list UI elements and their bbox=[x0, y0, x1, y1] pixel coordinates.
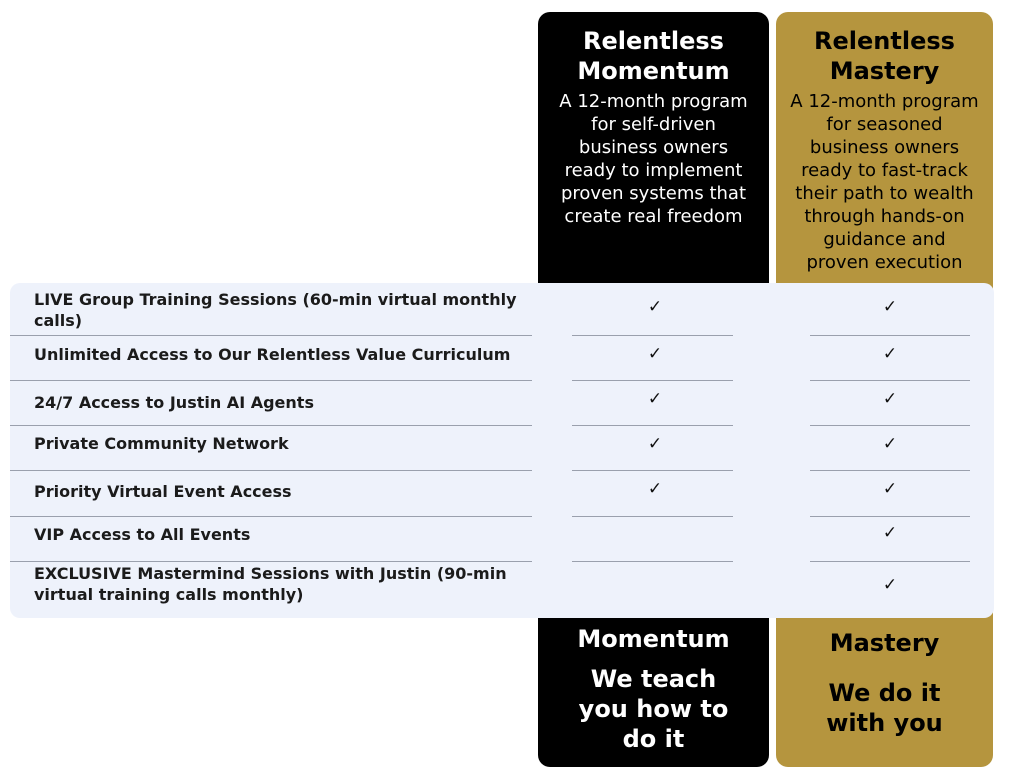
row-divider bbox=[572, 425, 733, 426]
plan-title: Relentless Mastery bbox=[814, 27, 955, 85]
plan-tagline: We do it with you bbox=[826, 679, 943, 737]
plan-footer-name: Momentum bbox=[577, 625, 730, 653]
row-divider bbox=[810, 470, 970, 471]
row-divider bbox=[810, 380, 970, 381]
row-divider bbox=[10, 561, 532, 562]
feature-label: Priority Virtual Event Access bbox=[34, 482, 292, 501]
feature-label: 24/7 Access to Justin AI Agents bbox=[34, 393, 314, 412]
checkmark-icon: ✓ bbox=[882, 344, 898, 364]
checkmark-icon: ✓ bbox=[647, 434, 663, 454]
row-divider bbox=[810, 425, 970, 426]
row-divider bbox=[810, 561, 970, 562]
checkmark-icon: ✓ bbox=[647, 344, 663, 364]
checkmark-icon: ✓ bbox=[647, 297, 663, 317]
checkmark-icon: ✓ bbox=[882, 575, 898, 595]
row-divider bbox=[10, 425, 532, 426]
row-divider bbox=[572, 380, 733, 381]
checkmark-icon: ✓ bbox=[882, 479, 898, 499]
plan-description: A 12-month program for self-driven business owners ready to implement proven systems that create real freedom bbox=[559, 91, 748, 227]
features-table bbox=[10, 283, 994, 618]
checkmark-icon: ✓ bbox=[882, 389, 898, 409]
row-divider bbox=[10, 516, 532, 517]
feature-label: LIVE Group Training Sessions (60-min virtual monthly calls) bbox=[34, 290, 517, 330]
row-divider bbox=[810, 516, 970, 517]
row-divider bbox=[10, 335, 532, 336]
feature-label: VIP Access to All Events bbox=[34, 525, 251, 544]
checkmark-icon: ✓ bbox=[882, 434, 898, 454]
feature-label: Private Community Network bbox=[34, 434, 289, 453]
row-divider bbox=[572, 516, 733, 517]
row-divider bbox=[572, 335, 733, 336]
feature-label: Unlimited Access to Our Relentless Value Curriculum bbox=[34, 345, 511, 364]
checkmark-icon: ✓ bbox=[882, 297, 898, 317]
checkmark-icon: ✓ bbox=[882, 523, 898, 543]
row-divider bbox=[10, 380, 532, 381]
plan-description: A 12-month program for seasoned business owners ready to fast-track their path to wealth through hands-on guidance and proven execution bbox=[790, 91, 979, 273]
checkmark-icon: ✓ bbox=[647, 389, 663, 409]
row-divider bbox=[810, 335, 970, 336]
plan-footer-name: Mastery bbox=[829, 629, 940, 657]
feature-label: EXCLUSIVE Mastermind Sessions with Justin (90-min virtual training calls monthly) bbox=[34, 564, 507, 604]
row-divider bbox=[10, 470, 532, 471]
plan-tagline: We teach you how to do it bbox=[578, 665, 729, 753]
plan-title: Relentless Momentum bbox=[577, 27, 730, 85]
checkmark-icon: ✓ bbox=[647, 479, 663, 499]
row-divider bbox=[572, 470, 733, 471]
row-divider bbox=[572, 561, 733, 562]
